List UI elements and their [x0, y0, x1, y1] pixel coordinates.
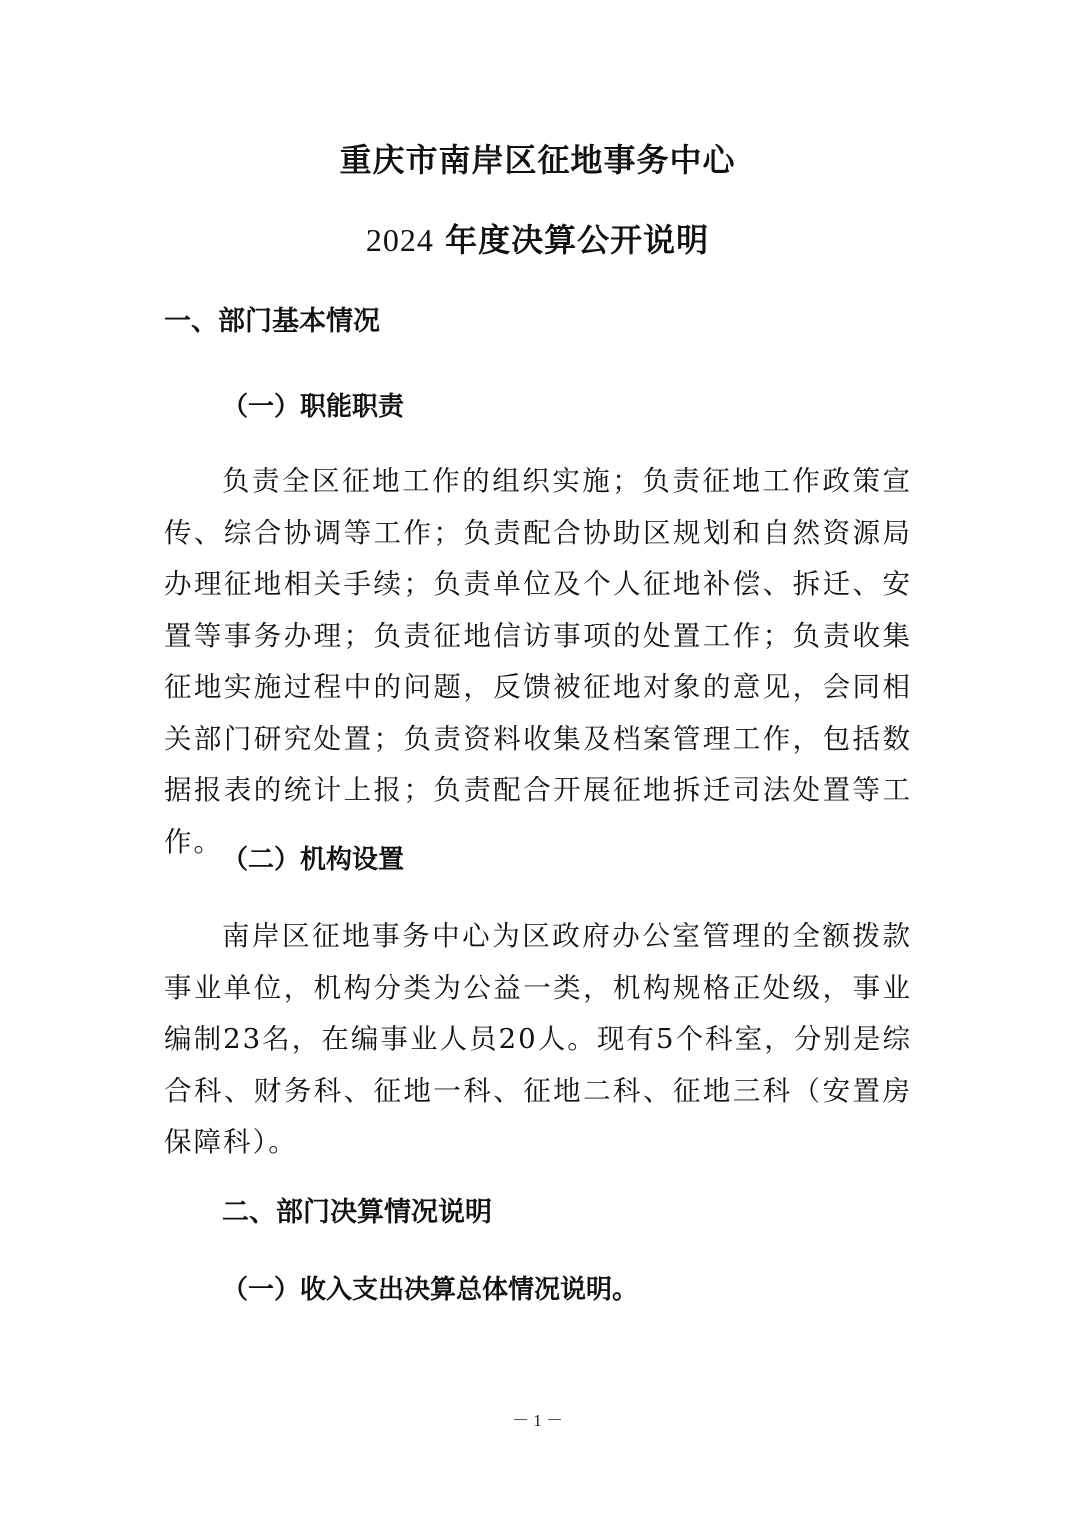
section-2-heading: 二、部门决算情况说明 [222, 1197, 492, 1228]
section-1-sub-2-heading: （二）机构设置 [222, 845, 405, 875]
section-2-sub-1-heading: （一）收入支出决算总体情况说明。 [222, 1275, 639, 1305]
duties-paragraph: 负责全区征地工作的组织实施；负责征地工作政策宣传、综合协调等工作；负责配合协助区规划和自然资源局办理征地相关手续；负责单位及个人征地补偿、拆迁、安置等事务办理；负责征地信访事项的处置工作；负责收集征地实施过程中的问题，反馈被征地对象的意见，会同相关部门研究处置；负责资料收集及档案管理工作，包括数据报表的统计上报；负责配合开展征地拆迁司法处置等工作。 [164, 465, 912, 858]
section-1-sub-1-heading: （一）职能职责 [222, 392, 405, 422]
section-1-heading: 一、部门基本情况 [164, 306, 380, 337]
subtitle-year: 2024 [365, 222, 434, 258]
document-subtitle [0, 220, 1075, 260]
subtitle-text: 年度决算公开说明 [445, 221, 710, 259]
page-number: － 1 － [512, 1411, 563, 1430]
organization-paragraph: 南岸区征地事务中心为区政府办公室管理的全额拨款事业单位，机构分类为公益一类，机构规格正处级，事业编制23名，在编事业人员20人。现有5个科室，分别是综合科、财务科、征地一科、征地二科、征地三科（安置房保障科）。 [164, 920, 912, 1158]
document-title: 重庆市南岸区征地事务中心 [339, 141, 736, 179]
